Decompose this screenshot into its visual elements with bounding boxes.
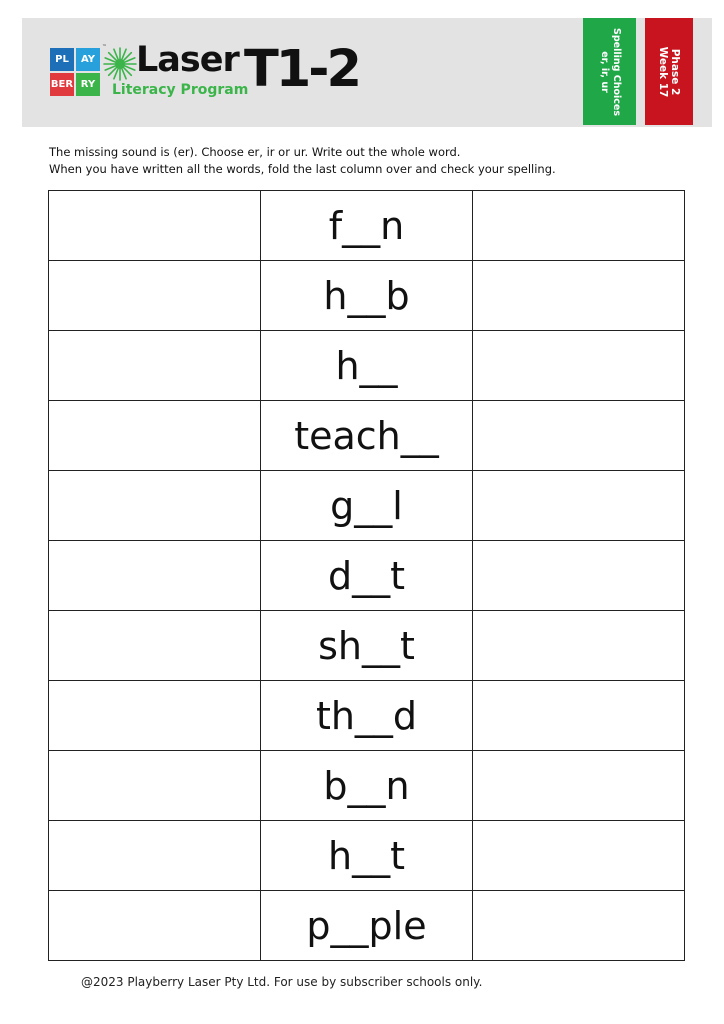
- write-cell[interactable]: [49, 681, 261, 751]
- puzzle-piece-ry: RY: [76, 73, 100, 96]
- word-prompt: th__d: [315, 693, 418, 738]
- word-cell: [261, 331, 473, 401]
- word-cell: [261, 681, 473, 751]
- check-cell[interactable]: [473, 191, 685, 261]
- table-row: [49, 751, 685, 821]
- word-cell: [261, 751, 473, 821]
- phase-label: Phase 2: [669, 48, 681, 95]
- write-cell[interactable]: [49, 471, 261, 541]
- check-cell[interactable]: [473, 821, 685, 891]
- word-prompt: sh__t: [318, 623, 415, 668]
- logo-brand: Laser: [136, 40, 239, 80]
- word-cell: [261, 541, 473, 611]
- table-row: [49, 471, 685, 541]
- logo-subtitle: Literacy Program: [112, 82, 249, 98]
- table-row: [49, 191, 685, 261]
- word-cell: [261, 191, 473, 261]
- check-cell[interactable]: [473, 261, 685, 331]
- write-cell[interactable]: [49, 261, 261, 331]
- check-cell[interactable]: [473, 681, 685, 751]
- check-cell[interactable]: [473, 751, 685, 821]
- logo-level: T1-2: [244, 40, 359, 99]
- table-row: [49, 821, 685, 891]
- week-label: Week 17: [657, 46, 669, 97]
- word-prompt: d__t: [327, 553, 406, 598]
- word-prompt: h__t: [328, 833, 405, 878]
- table-row: [49, 611, 685, 681]
- word-cell: [261, 821, 473, 891]
- write-cell[interactable]: [49, 191, 261, 261]
- check-cell[interactable]: [473, 401, 685, 471]
- check-cell[interactable]: [473, 541, 685, 611]
- word-prompt: b__n: [323, 763, 410, 808]
- spelling-options-label: er, ir, ur: [598, 50, 610, 93]
- playberry-puzzle-logo: [50, 48, 102, 98]
- word-cell: [261, 261, 473, 331]
- word-cell: [261, 401, 473, 471]
- puzzle-piece-pl: PL: [50, 48, 74, 71]
- word-prompt: teach__: [294, 413, 439, 458]
- phase-week-tab: [645, 18, 693, 125]
- write-cell[interactable]: [49, 541, 261, 611]
- word-prompt: f__n: [328, 203, 405, 248]
- word-cell: [261, 611, 473, 681]
- write-cell[interactable]: [49, 821, 261, 891]
- table-row: [49, 331, 685, 401]
- copyright-footer: @2023 Playberry Laser Pty Ltd. For use by subscriber schools only.: [81, 975, 483, 989]
- table-row: [49, 891, 685, 961]
- spelling-table: [48, 190, 685, 961]
- write-cell[interactable]: [49, 751, 261, 821]
- table-row: [49, 541, 685, 611]
- table-row: [49, 261, 685, 331]
- word-cell: [261, 471, 473, 541]
- table-row: [49, 681, 685, 751]
- puzzle-piece-ay: AY: [76, 48, 100, 71]
- word-prompt: g__l: [330, 483, 403, 528]
- word-prompt: h__b: [323, 273, 410, 318]
- write-cell[interactable]: [49, 401, 261, 471]
- check-cell[interactable]: [473, 331, 685, 401]
- check-cell[interactable]: [473, 471, 685, 541]
- word-prompt: p__ple: [306, 903, 427, 948]
- trademark-mark: ™: [102, 44, 107, 50]
- word-cell: [261, 891, 473, 961]
- instruction-line-1: The missing sound is (er). Choose er, ir or ur. Write out the whole word.: [49, 145, 461, 159]
- spelling-choices-label: Spelling Choices: [610, 27, 622, 116]
- write-cell[interactable]: [49, 611, 261, 681]
- check-cell[interactable]: [473, 611, 685, 681]
- write-cell[interactable]: [49, 331, 261, 401]
- word-prompt: h__: [335, 343, 398, 388]
- instruction-line-2: When you have written all the words, fold the last column over and check your spelling.: [49, 162, 556, 176]
- table-row: [49, 401, 685, 471]
- spelling-choices-tab: [583, 18, 636, 125]
- instructions: [49, 144, 556, 178]
- laser-burst-icon: [103, 47, 137, 81]
- puzzle-piece-ber: BER: [50, 73, 74, 96]
- check-cell[interactable]: [473, 891, 685, 961]
- write-cell[interactable]: [49, 891, 261, 961]
